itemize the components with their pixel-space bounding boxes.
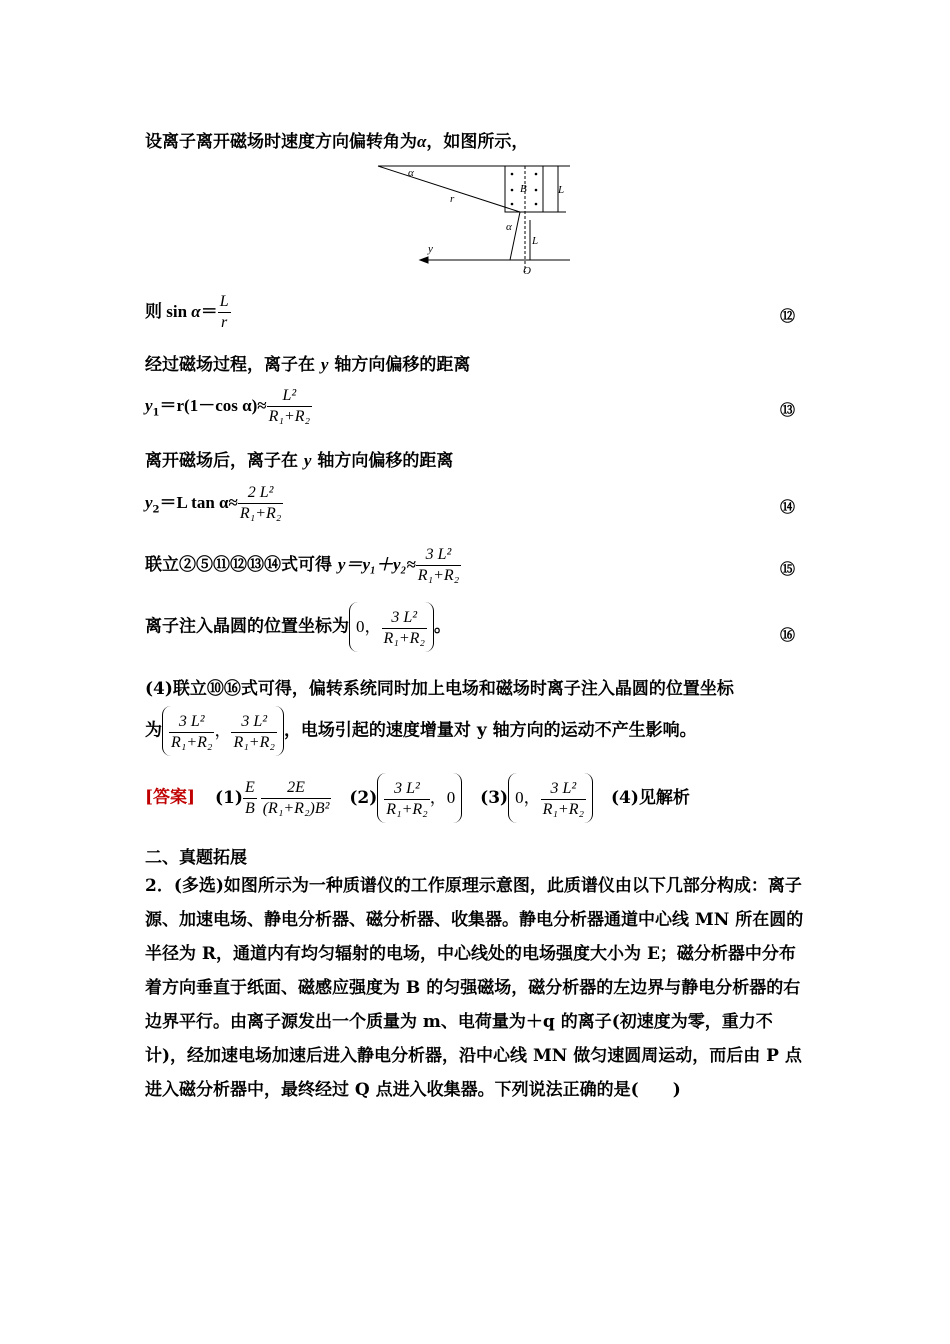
fraction-13: $\frac{\text{L²}}{\text{R₁+R₂}}$ — [268, 387, 311, 425]
eq-12: 则 sin α＝ $\frac{L}{r}$ — [145, 293, 229, 331]
intro-tail: ，如图所示， — [426, 132, 529, 152]
question-2: 2．(多选)如图所示为一种质谱仪的工作原理示意图，此质谱仪由以下几部分构成：离子源、加速电场、静电分析器、磁分析器、收集器。静电分析器通道中心线 MN 所在圆的半径为 R，通道内有均匀辐射的电场，中心线处的电场强度大小为 E；磁分析器中分布着方向垂直于纸面、磁感应强度为 B 的匀强磁场，磁分析器的左边界与静电分析器的右边界平行。由离子源发出一个质量为 m、电荷量为＋q 的离子(初速度为零，重力不计)，经加速电场加速后进入静电分析器，沿中心线 MN 做匀速圆周运动，而后由 P 点进入磁分析器中，最终经过 Q 点进入收集器。下列说法正确的是( ) — [145, 876, 804, 1100]
fig-O: O — [523, 265, 531, 277]
eq-14: $y_2=L$ tan α≈ $\frac{\text{2 L²}}{\text{R₁+R₂}}$ — [145, 484, 282, 522]
fraction-14: $\frac{\text{2 L²}}{\text{R₁+R₂}}$ — [239, 484, 282, 522]
intro-line — [145, 127, 528, 152]
text-line-3: 经过磁场过程，离子在 y 轴方向偏移的距离 — [145, 355, 471, 375]
fig-B: B — [520, 183, 527, 195]
fraction-15: $\frac{\text{3 L²}}{\text{R₁+R₂}}$ — [417, 546, 460, 584]
intro-text: 设离子离开磁场时速度方向偏转角为 — [145, 132, 417, 152]
answer-label: [答案] — [145, 787, 196, 808]
alpha-symbol: α — [417, 132, 427, 151]
coordinate-4: $\frac{\text{3 L²}}{\text{R₁+R₂}}$ ， $\frac{\text{3 L²}}{\text{R₁+R₂}}$ — [162, 706, 284, 756]
section-title: 二、真题拓展 — [145, 848, 247, 868]
fig-r: r — [450, 193, 455, 205]
tag-16: ⑯ — [780, 626, 796, 644]
part4-line2: 为 $\frac{\text{3 L²}}{\text{R₁+R₂}}$ ， $\frac{\text{3 L²}}{\text{R₁+R₂}}$ ，电场引起的速度增量对 y 轴方向的运动不产生影响。 — [145, 706, 697, 756]
text-line-5: 离开磁场后，离子在 y 轴方向偏移的距离 — [145, 451, 454, 471]
fig-L-bottom: L — [532, 235, 539, 247]
coordinate-16: 0， $\frac{\text{3 L²}}{\text{R₁+R₂}}$ — [349, 602, 434, 652]
fig-L-top: L — [558, 184, 565, 196]
tag-14: ⑭ — [780, 498, 796, 516]
tag-13: ⑬ — [780, 401, 796, 419]
eq-15: 联立②⑤⑪⑫⑬⑭式可得 y＝y₁＋y₂≈ $\frac{\text{3 L²}}{\text{R₁+R₂}}$ — [145, 546, 460, 584]
fig-alpha-bottom: α — [506, 221, 512, 233]
answer-line: [答案] (1) $\frac{E}{B}$ $\frac{2E}{\text{(R₁+R₂)B²}}$ (2) $\frac{\text{3 L²}}{\text{R₁+R₂}}$ ，0 (3) 0， $\frac{\text{3 L²}}{\text{R₁+R₂}}$ (4)见解析 — [145, 773, 690, 823]
tag-12: ⑫ — [780, 307, 796, 325]
part4-line1: (4)联立⑩⑯式可得，偏转系统同时加上电场和磁场时离子注入晶圆的位置坐标 — [145, 679, 734, 699]
eq-16: 离子注入晶圆的位置坐标为 0， $\frac{\text{3 L²}}{\text{R₁+R₂}}$ 。 — [145, 602, 451, 652]
fraction-L-over-r: $\frac{L}{r}$ — [219, 293, 229, 331]
fig-y: y — [428, 243, 433, 255]
deflection-figure — [370, 160, 580, 280]
eq-13: $y_1=r(1-\cos$ α)≈ $\frac{\text{L²}}{\text{R₁+R₂}}$ — [145, 387, 311, 425]
tag-15: ⑮ — [780, 560, 796, 578]
fig-alpha-top: α — [408, 167, 414, 179]
